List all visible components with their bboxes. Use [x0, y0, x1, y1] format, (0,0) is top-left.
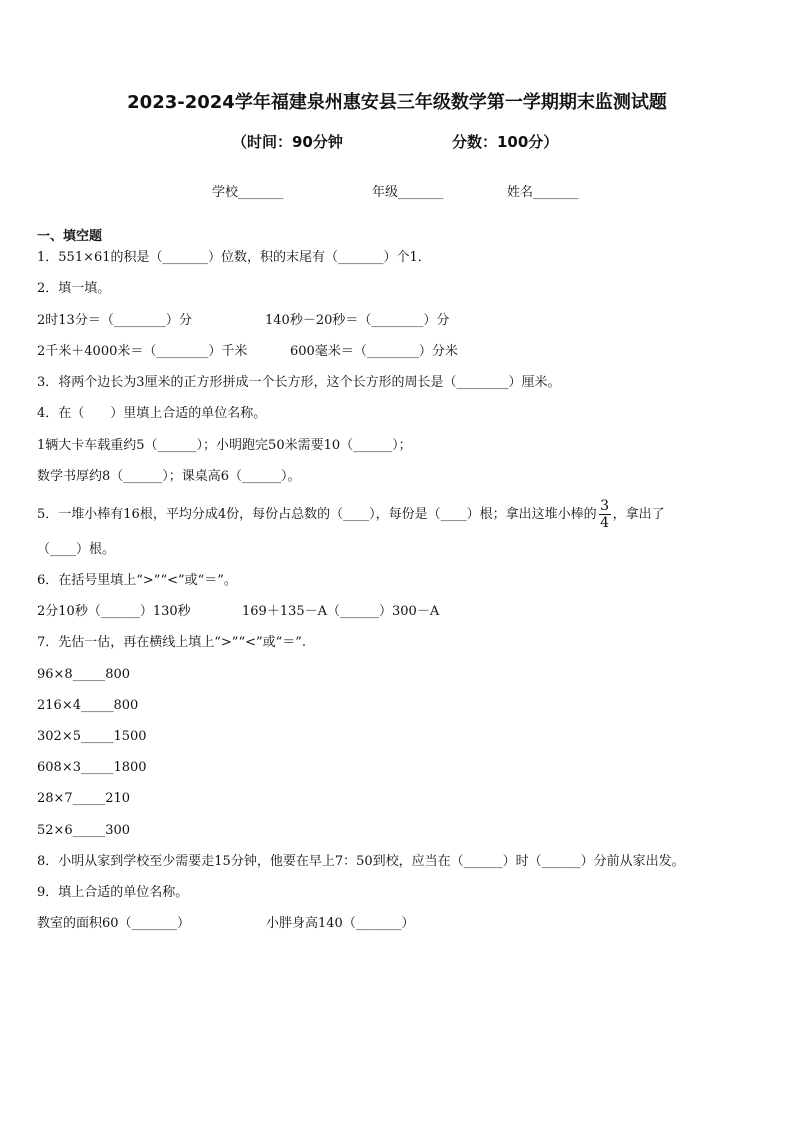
question-2d: 600毫米＝（________）分米 — [290, 344, 458, 359]
question-7-item: 216×4_____800 — [37, 698, 139, 713]
question-7-item: 28×7_____210 — [37, 791, 131, 806]
question-7-item: 608×3_____1800 — [37, 760, 147, 775]
exam-score: 分数：100分） — [452, 133, 559, 151]
question-4-line1: 1辆大卡车载重约5（______）；小明跑完50米需要10（______）； — [37, 438, 412, 453]
question-9-title: 9．填上合适的单位名称。 — [37, 885, 189, 900]
question-1: 1．551×61的积是（_______）位数，积的末尾有（_______）个1． — [37, 250, 431, 265]
question-6a: 2分10秒（______）130秒 — [37, 604, 191, 619]
question-5 — [37, 498, 665, 531]
fraction-numerator: 3 — [600, 498, 610, 514]
question-2-title: 2．填一填。 — [37, 281, 111, 296]
question-5-text: 5．一堆小棒有16根，平均分成4份，每份占总数的（____），每份是（____）根；拿出这堆小棒的 — [37, 507, 597, 522]
question-5-line2: （____）根。 — [37, 542, 116, 557]
name-field[interactable]: 姓名_______ — [507, 185, 579, 200]
grade-field[interactable]: 年级_______ — [372, 185, 444, 200]
question-9a: 教室的面积60（_______） — [37, 916, 191, 931]
question-5-tail: ，拿出了 — [612, 507, 665, 522]
question-7-item: 52×6_____300 — [37, 823, 131, 838]
fraction-three-quarters — [599, 498, 611, 531]
school-field[interactable]: 学校_______ — [212, 185, 284, 200]
question-6-title: 6．在括号里填上“>”“<”或“＝”。 — [37, 573, 237, 588]
question-8: 8．小明从家到学校至少需要走15分钟，他要在早上7：50到校，应当在（______）时（______）分前从家出发。 — [37, 854, 685, 869]
question-7-item: 96×8_____800 — [37, 667, 131, 682]
exam-title: 2023-2024学年福建泉州惠安县三年级数学第一学期期末监测试题 — [127, 92, 667, 113]
question-9b: 小胖身高140（_______） — [266, 916, 415, 931]
question-2b: 140秒－20秒＝（________）分 — [265, 313, 450, 328]
question-7-item: 302×5_____1500 — [37, 729, 147, 744]
fraction-denominator: 4 — [600, 515, 610, 531]
section-title: 一、填空题 — [37, 229, 103, 244]
question-6b: 169＋135－A（______）300－A — [242, 604, 440, 619]
question-3: 3．将两个边长为3厘米的正方形拼成一个长方形，这个长方形的周长是（________）厘米。 — [37, 375, 561, 390]
question-7-title: 7．先估一估，再在横线上填上“>”“<”或“＝”. — [37, 635, 307, 650]
question-2c: 2千米＋4000米＝（________）千米 — [37, 344, 248, 359]
question-4-title: 4．在（ ）里填上合适的单位名称。 — [37, 406, 267, 421]
exam-time: （时间：90分钟 — [232, 133, 343, 151]
question-2a: 2时13分＝（________）分 — [37, 313, 192, 328]
question-4-line2: 数学书厚约8（______）；课桌高6（______）。 — [37, 469, 301, 484]
